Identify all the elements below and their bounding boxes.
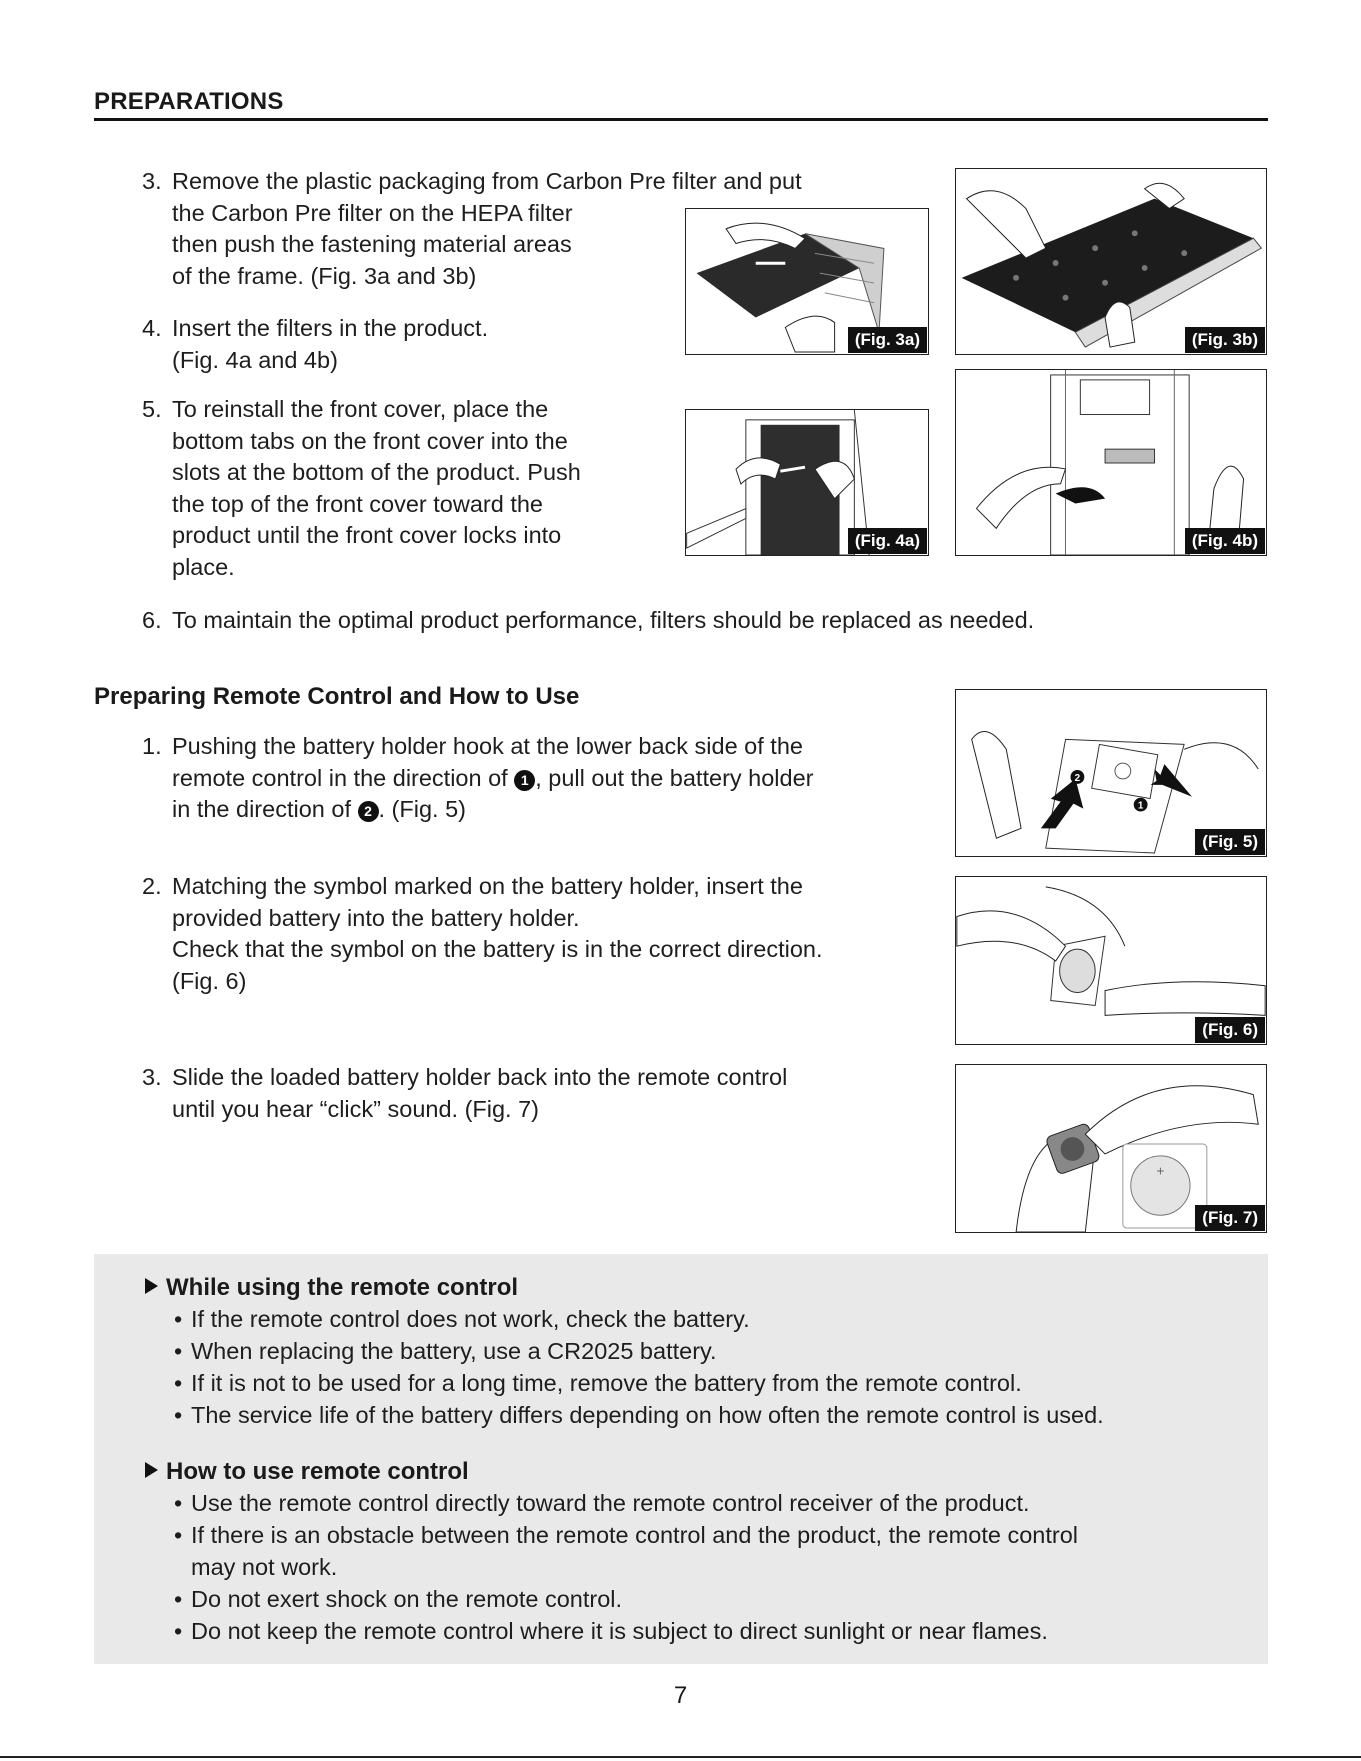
list-item: • If it is not to be used for a long time, remove the battery from the remote control. — [174, 1370, 1022, 1396]
step-text-line: then push the fastening material areas — [172, 231, 572, 257]
figure-3a — [685, 208, 929, 355]
step-text-line: the top of the front cover toward the — [172, 490, 543, 517]
figure-6 — [955, 876, 1267, 1045]
figure-caption: (Fig. 3b) — [1185, 327, 1265, 353]
list-item-text: When replacing the battery, use a CR2025 battery. — [191, 1338, 717, 1364]
how-to-use-list — [172, 1487, 1078, 1647]
step-text-line: until you hear “click” sound. (Fig. 7) — [172, 1095, 540, 1122]
step-5 — [142, 394, 581, 583]
step-text-line: To maintain the optimal product performance, filters should be replaced as needed. — [172, 607, 1035, 633]
remote-step-3 — [142, 1062, 788, 1125]
step-number: 4. — [142, 315, 162, 341]
step-number: 1. — [142, 733, 162, 759]
step-number: 3. — [142, 1064, 162, 1090]
list-item-text: Do not keep the remote control where it is subject to direct sunlight or near flames. — [191, 1618, 1048, 1644]
list-item-text: If there is an obstacle between the remote control and the product, the remote control — [191, 1522, 1078, 1548]
figure-4b — [955, 369, 1267, 556]
list-item: • Use the remote control directly toward the remote control receiver of the product. — [174, 1490, 1030, 1516]
page-title: PREPARATIONS — [94, 88, 284, 115]
figure-caption: (Fig. 5) — [1195, 829, 1265, 855]
title-divider — [94, 118, 1268, 121]
list-item: • Do not keep the remote control where it is subject to direct sunlight or near flames. — [174, 1618, 1048, 1644]
step-text-line: (Fig. 6) — [172, 967, 247, 994]
direction-marker-2: 2 — [358, 801, 379, 822]
list-item-text: The service life of the battery differs depending on how often the remote control is used. — [191, 1402, 1104, 1428]
figure-marker-2: 2 — [1074, 772, 1081, 784]
step-text-line: Slide the loaded battery holder back into the remote control — [172, 1064, 788, 1090]
step-text-line: Insert the filters in the product. — [172, 315, 489, 341]
step-text-line: product until the front cover locks into — [172, 522, 562, 548]
list-item-text: Use the remote control directly toward the remote control receiver of the product. — [191, 1490, 1030, 1516]
while-using-title: While using the remote control — [166, 1274, 519, 1301]
list-item-continuation: may not work. — [191, 1554, 338, 1580]
bottom-divider — [0, 1756, 1361, 1758]
figure-caption: (Fig. 4b) — [1185, 528, 1265, 554]
list-item: • If there is an obstacle between the remote control and the product, the remote control — [174, 1522, 1078, 1548]
triangle-bullet-icon — [145, 1462, 158, 1478]
step-4 — [142, 313, 489, 376]
while-using-heading — [145, 1274, 518, 1302]
step-number: 3. — [142, 168, 162, 194]
figure-4a — [685, 409, 929, 556]
page-number: 7 — [673, 1682, 688, 1709]
figure-marker-1: 1 — [1137, 800, 1144, 812]
how-to-use-heading — [145, 1458, 469, 1486]
step-text-segment: remote control in the direction of — [172, 764, 515, 791]
remote-section-title: Preparing Remote Control and How to Use — [94, 683, 580, 710]
step-number: 6. — [142, 607, 162, 633]
remote-step-1 — [142, 731, 814, 826]
while-using-list — [172, 1303, 1104, 1431]
step-text-line: Matching the symbol marked on the battery holder, insert the — [172, 873, 803, 899]
figure-caption: (Fig. 6) — [1195, 1017, 1265, 1043]
step-text-segment: in the direction of — [172, 796, 358, 822]
step-text-line: place. — [172, 553, 235, 580]
step-6 — [142, 605, 1035, 637]
step-text-line: To reinstall the front cover, place the — [172, 396, 549, 422]
figure-caption: (Fig. 7) — [1195, 1205, 1265, 1231]
step-text-line — [172, 763, 814, 795]
svg-text:+: + — [1156, 1162, 1165, 1179]
figure-caption: (Fig. 4a) — [848, 528, 927, 554]
how-to-use-title: How to use remote control — [166, 1458, 469, 1485]
step-text-line: Check that the symbol on the battery is in the correct direction. — [172, 936, 823, 962]
triangle-bullet-icon — [145, 1278, 158, 1294]
step-text-line: bottom tabs on the front cover into the — [172, 427, 568, 454]
list-item: • If the remote control does not work, check the battery. — [174, 1306, 750, 1332]
list-item-text: If the remote control does not work, check the battery. — [191, 1306, 750, 1332]
step-number: 5. — [142, 396, 162, 422]
step-text-segment: , pull out the battery holder — [535, 764, 814, 791]
step-text-line: slots at the bottom of the product. Push — [172, 459, 581, 485]
step-text-line — [172, 794, 814, 826]
list-item: • When replacing the battery, use a CR2025 battery. — [174, 1338, 717, 1364]
figure-3b — [955, 168, 1267, 355]
list-item: • Do not exert shock on the remote control. — [174, 1586, 623, 1612]
step-text-line: the Carbon Pre filter on the HEPA filter — [172, 199, 573, 226]
step-text-line: (Fig. 4a and 4b) — [172, 346, 338, 373]
step-text-segment: . (Fig. 5) — [378, 796, 466, 822]
step-text-line: Remove the plastic packaging from Carbon Pre filter and put — [172, 168, 802, 194]
list-item-text: Do not exert shock on the remote control. — [191, 1586, 623, 1612]
list-item-text: If it is not to be used for a long time, remove the battery from the remote control. — [191, 1370, 1022, 1396]
direction-marker-1: 1 — [514, 770, 535, 791]
step-text-line: provided battery into the battery holder. — [172, 904, 580, 931]
list-item: • The service life of the battery differs depending on how often the remote control is used. — [174, 1402, 1104, 1428]
figure-caption: (Fig. 3a) — [848, 327, 927, 353]
remote-step-2 — [142, 871, 823, 997]
figure-5 — [955, 689, 1267, 857]
step-text-line: of the frame. (Fig. 3a and 3b) — [172, 262, 477, 289]
step-text-line: Pushing the battery holder hook at the lower back side of the — [172, 733, 803, 759]
figure-7 — [955, 1064, 1267, 1233]
step-number: 2. — [142, 873, 162, 899]
